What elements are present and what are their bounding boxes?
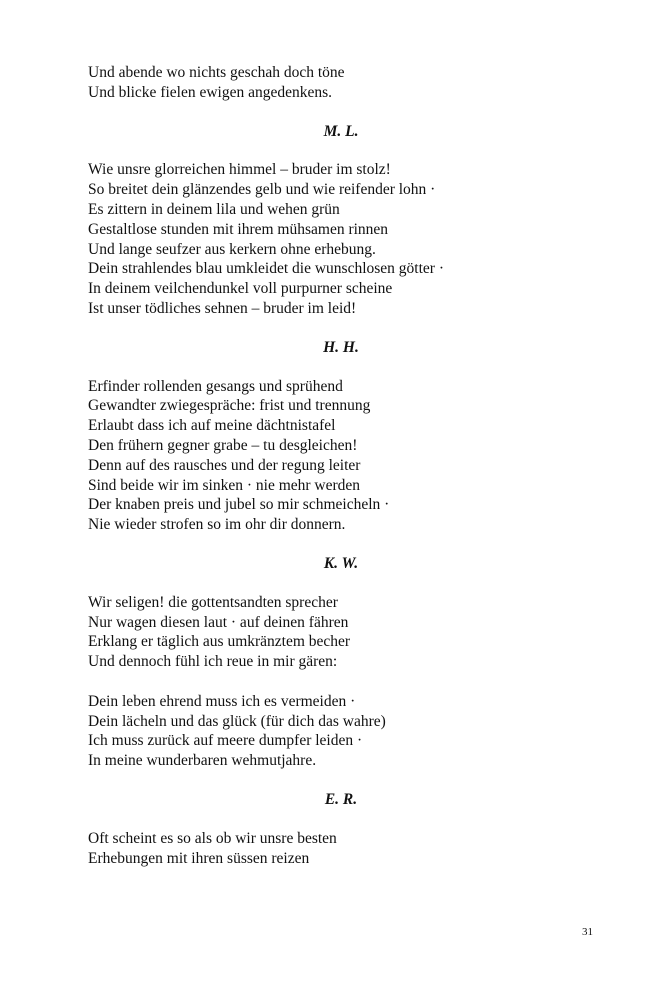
section-heading-er: E. R.: [324, 790, 358, 808]
stanza-er: [88, 829, 608, 869]
poem-line: Dein strahlendes blau umkleidet die wunschlosen götter ·: [88, 260, 444, 278]
stanza-kw-2: [88, 692, 608, 771]
poem-line: Dein leben ehrend muss ich es vermeiden ·: [88, 692, 356, 710]
poem-line: Denn auf des rausches und der regung leiter: [88, 456, 361, 474]
poem-line: So breitet dein glänzendes gelb und wie reifender lohn ·: [88, 181, 436, 199]
poem-line: Den frühern gegner grabe – tu desgleichen!: [88, 436, 358, 454]
poem-line: Ist unser tödliches sehnen – bruder im leid!: [88, 299, 357, 317]
poem-line: In meine wunderbaren wehmutjahre.: [88, 752, 317, 770]
poem-line: Und lange seufzer aus kerkern ohne erhebung.: [88, 240, 376, 258]
poem-line: Dein lächeln und das glück (für dich das wahre): [88, 712, 386, 730]
poem-line: Erfinder rollenden gesangs und sprühend: [88, 377, 343, 395]
section-heading-hh: H. H.: [323, 338, 359, 356]
intro-stanza: [88, 63, 608, 103]
poem-line: In deinem veilchendunkel voll purpurner scheine: [88, 280, 393, 298]
poem-line: Oft scheint es so als ob wir unsre besten: [88, 829, 337, 847]
poem-line: Erklang er täglich aus umkränztem becher: [88, 633, 351, 651]
stanza-hh: [88, 377, 608, 535]
poem-line: Sind beide wir im sinken · nie mehr werden: [88, 476, 361, 494]
poem-line: Erhebungen mit ihren süssen reizen: [88, 849, 310, 867]
stanza-gap: [88, 672, 608, 692]
stanza-kw-1: [88, 593, 608, 672]
poem-line: Erlaubt dass ich auf meine dächtnistafel: [88, 417, 336, 435]
section-heading-ml: M. L.: [323, 122, 359, 140]
page-number: 31: [582, 926, 593, 938]
poem-line: Und abende wo nichts geschah doch töne: [88, 64, 345, 81]
poem-line: Der knaben preis und jubel so mir schmeicheln ·: [88, 496, 390, 514]
poem-line: Gewandter zwiegespräche: frist und trennung: [88, 397, 371, 415]
poem-line: Gestaltlose stunden mit ihrem mühsamen rinnen: [88, 220, 389, 238]
poem-line: Nie wieder strofen so im ohr dir donnern.: [88, 516, 346, 534]
stanza-ml: [88, 160, 608, 318]
poem-line: Und dennoch fühl ich reue in mir gären:: [88, 653, 338, 671]
section-heading-kw: K. W.: [323, 554, 359, 572]
poem-line: Ich muss zurück auf meere dumpfer leiden ·: [88, 732, 363, 750]
poem-line: Wie unsre glorreichen himmel – bruder im stolz!: [88, 161, 391, 179]
poem-line: Wir seligen! die gottentsandten sprecher: [88, 593, 338, 611]
poem-line: Nur wagen diesen laut · auf deinen fähren: [88, 613, 349, 631]
poem-line: Und blicke fielen ewigen angedenkens.: [88, 83, 333, 101]
poem-line: Es zittern in deinem lila und wehen grün: [88, 200, 340, 218]
poem-page: [88, 63, 608, 868]
